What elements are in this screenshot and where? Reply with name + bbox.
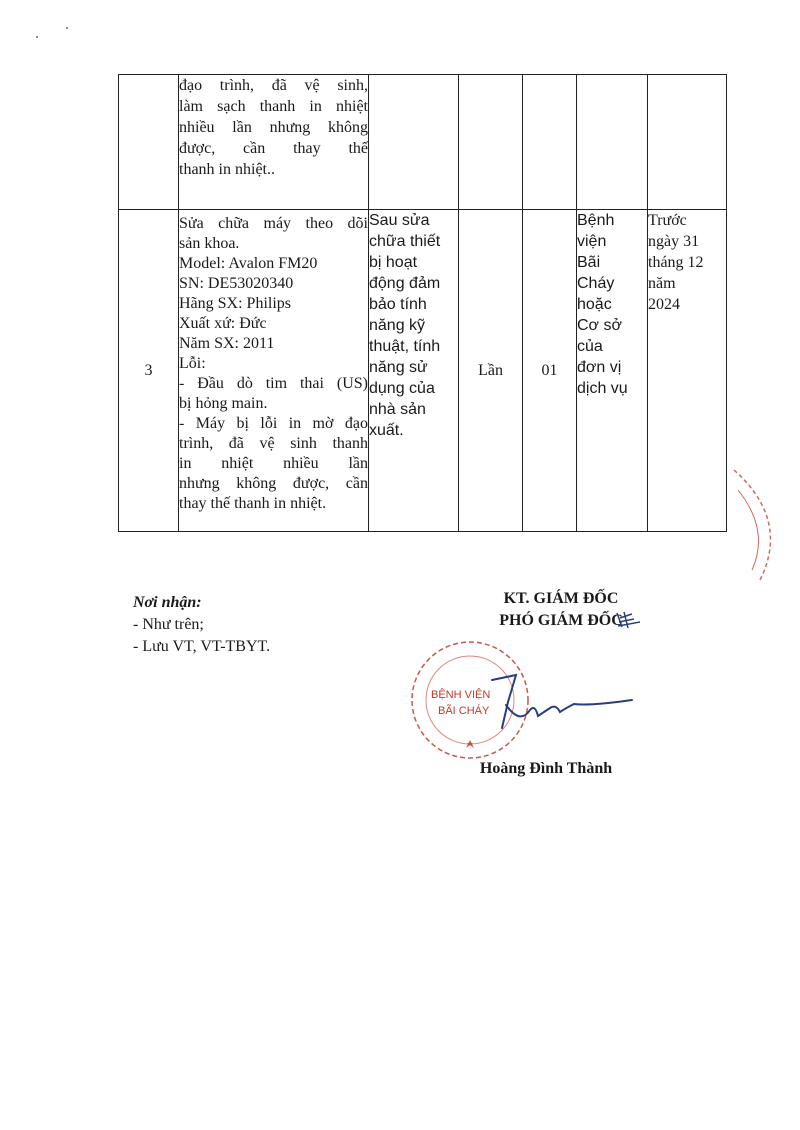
result-line: bị hoạt: [369, 254, 418, 271]
recipient-item: - Như trên;: [133, 616, 204, 633]
unit-cell: Lần: [459, 210, 523, 532]
quantity-cell: 01: [523, 210, 577, 532]
description-line: SN: DE53020340: [179, 275, 294, 292]
location-line: Cơ sở: [577, 317, 622, 334]
scan-speck: [36, 36, 38, 38]
location-line: dịch vụ: [577, 380, 628, 397]
description-line: - Máy bị lỗi in mờ đạo: [179, 415, 368, 432]
location-line: đơn vị: [577, 359, 622, 376]
recipient-item: - Lưu VT, VT-TBYT.: [133, 638, 271, 655]
description-line: Sửa chữa máy theo dõi: [179, 215, 368, 232]
seal-text-line1: BỆNH VIỆN: [431, 689, 491, 701]
deadline-line: năm: [648, 275, 676, 292]
result-line: năng kỹ: [369, 317, 426, 334]
description-line: được, cần thay thế: [179, 140, 368, 157]
result-line: nhà sản: [369, 401, 426, 418]
description-line: sản khoa.: [179, 235, 240, 252]
description-line: Model: Avalon FM20: [179, 255, 318, 272]
deadline-line: 2024: [648, 296, 680, 313]
description-line: làm sạch thanh in nhiệt: [179, 98, 368, 115]
stt-cell: 3: [119, 210, 179, 532]
signer-name: Hoàng Đình Thành: [479, 760, 613, 777]
location-line: Cháy: [577, 275, 615, 292]
initials-mark-icon: [617, 612, 640, 628]
deadline-line: Trước: [648, 212, 687, 229]
description-line: Năm SX: 2011: [179, 335, 275, 352]
result-line: thuật, tính: [369, 338, 441, 355]
edge-seal-fragment-icon: [734, 470, 770, 580]
official-seal-icon: [412, 642, 528, 758]
location-line: Bệnh: [577, 212, 615, 229]
handwritten-signature-icon: [492, 675, 632, 728]
description-line: trình, đã vệ sinh thanh: [179, 435, 368, 452]
description-line: Hãng SX: Philips: [179, 295, 292, 312]
result-line: bảo tính: [369, 296, 427, 313]
description-line: - Đầu dò tim thai (US): [179, 375, 368, 392]
description-line: thanh in nhiệt..: [179, 161, 275, 178]
description-line: đạo trình, đã vệ sinh,: [179, 77, 368, 94]
description-line: Xuất xứ: Đức: [179, 315, 267, 332]
result-line: năng sử: [369, 359, 428, 376]
location-line: Bãi: [577, 254, 601, 271]
seal-text-line2: BÃI CHÁY: [438, 705, 490, 717]
recipients-heading: Nơi nhận:: [133, 594, 202, 611]
scan-speck: [66, 27, 68, 29]
result-line: chữa thiết: [369, 233, 441, 250]
result-line: động đảm: [369, 275, 441, 292]
description-line: in nhiệt nhiều lần: [179, 455, 368, 472]
result-line: xuất.: [369, 422, 404, 439]
location-line: của: [577, 338, 603, 355]
result-line: dụng của: [369, 380, 435, 397]
deadline-line: tháng 12: [648, 254, 704, 271]
signature-title-line2: PHÓ GIÁM ĐỐC: [499, 612, 623, 629]
description-line: nhiều lần nhưng không: [179, 119, 368, 136]
description-line: nhưng không được, cần: [179, 475, 368, 492]
description-line: thay thế thanh in nhiệt.: [179, 495, 327, 512]
deadline-line: ngày 31: [648, 233, 700, 250]
description-line: bị hỏng main.: [179, 395, 268, 412]
location-line: hoặc: [577, 296, 612, 313]
description-line: Lỗi:: [179, 355, 206, 372]
signature-title-line1: KT. GIÁM ĐỐC: [503, 590, 619, 607]
location-line: viện: [577, 233, 607, 250]
result-line: Sau sửa: [369, 212, 430, 229]
